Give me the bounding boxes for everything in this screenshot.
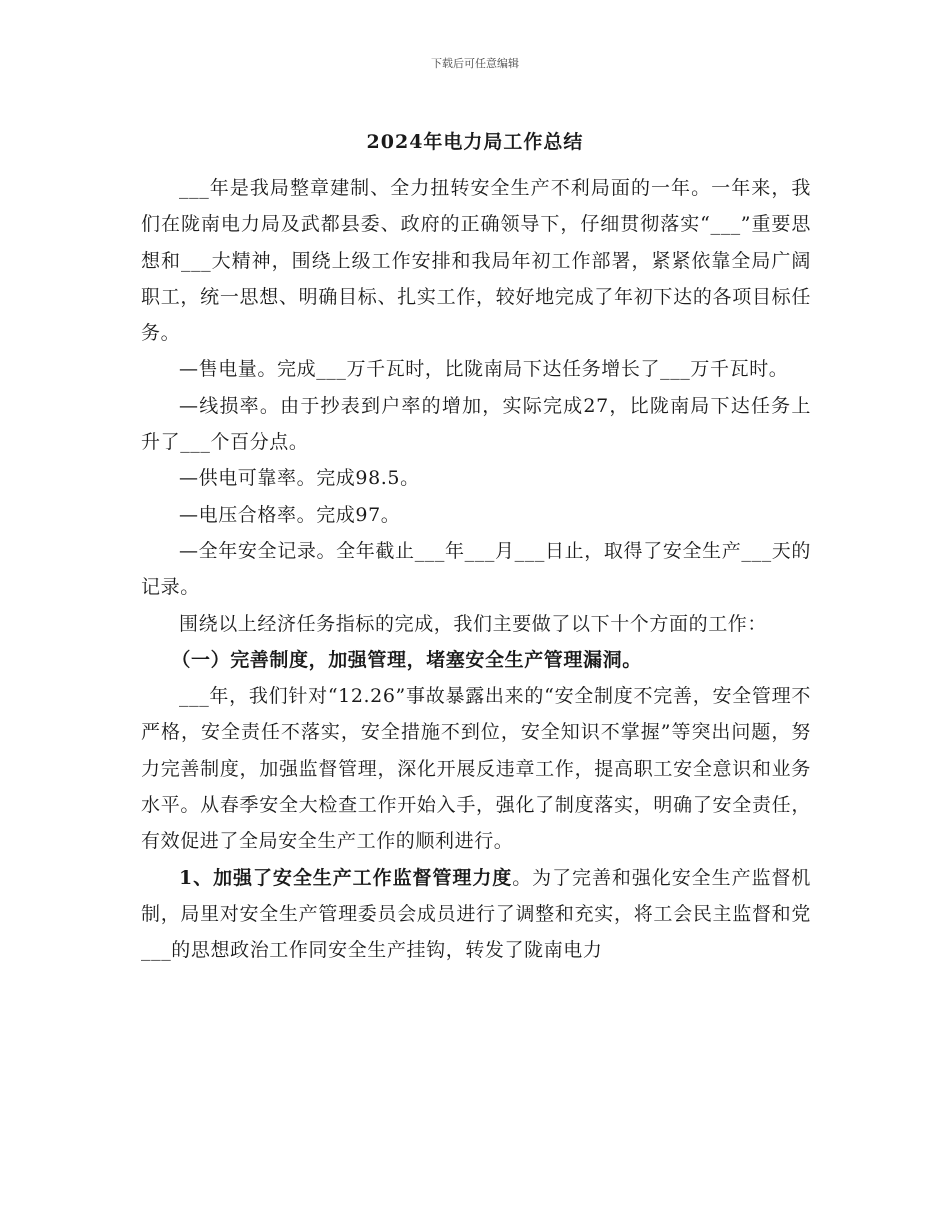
section-heading-1: （一）完善制度，加强管理，堵塞安全生产管理漏洞。 [171,648,642,671]
indicator-voltage-qualification: —电压合格率。完成97。 [179,503,401,526]
item-1-heading: 1、加强了安全生产工作监督管理力度 [179,866,513,889]
document-body [141,170,811,969]
intro-paragraph: ___年是我局整章建制、全力扭转安全生产不利局面的一年。一年来，我们在陇南电力局及武都县委、政府的正确领导下，仔细贯彻落实“___”重要思想和___大精神，围绕上级工作安排和我局年初工作部署，紧紧依靠全局广阔职工，统一思想、明确目标、扎实工作，较好地完成了年初下达的各项目标任务。 [141,177,811,345]
indicator-electricity-sales: —售电量。完成___万千瓦时，比陇南局下达任务增长了___万千瓦时。 [179,358,789,381]
page-header-note: 下载后可任意编辑 [431,57,519,70]
document-title: 2024年电力局工作总结 [366,131,584,153]
item-1-text: 。为了完善和强化安全生产监督机制，局里对安全生产管理委员会成员进行了调整和充实，将工会民主监督和党___的思想政治工作同安全生产挂钩，转发了陇南电力 [141,866,811,962]
indicator-safety-record: —全年安全记录。全年截止___年___月___日止，取得了安全生产___天的记录。 [141,539,811,599]
work-overview-paragraph: 围绕以上经济任务指标的完成，我们主要做了以下十个方面的工作： [179,612,768,635]
indicator-line-loss: —线损率。由于抄表到户率的增加，实际完成27，比陇南局下达任务上升了___个百分点。 [141,394,811,454]
item-1-paragraph [141,860,811,969]
section-1-paragraph: ___年，我们针对“12.26”事故暴露出来的“安全制度不完善，安全管理不严格，安全责任不落实，安全措施不到位，安全知识不掌握”等突出问题，努力完善制度，加强监督管理，深化开展反违章工作，提高职工安全意识和业务水平。从春季安全大检查工作开始入手，强化了制度落实，明确了安全责任，有效促进了全局安全生产工作的顺利进行。 [141,685,811,853]
indicator-supply-reliability: —供电可靠率。完成98.5。 [179,467,420,490]
